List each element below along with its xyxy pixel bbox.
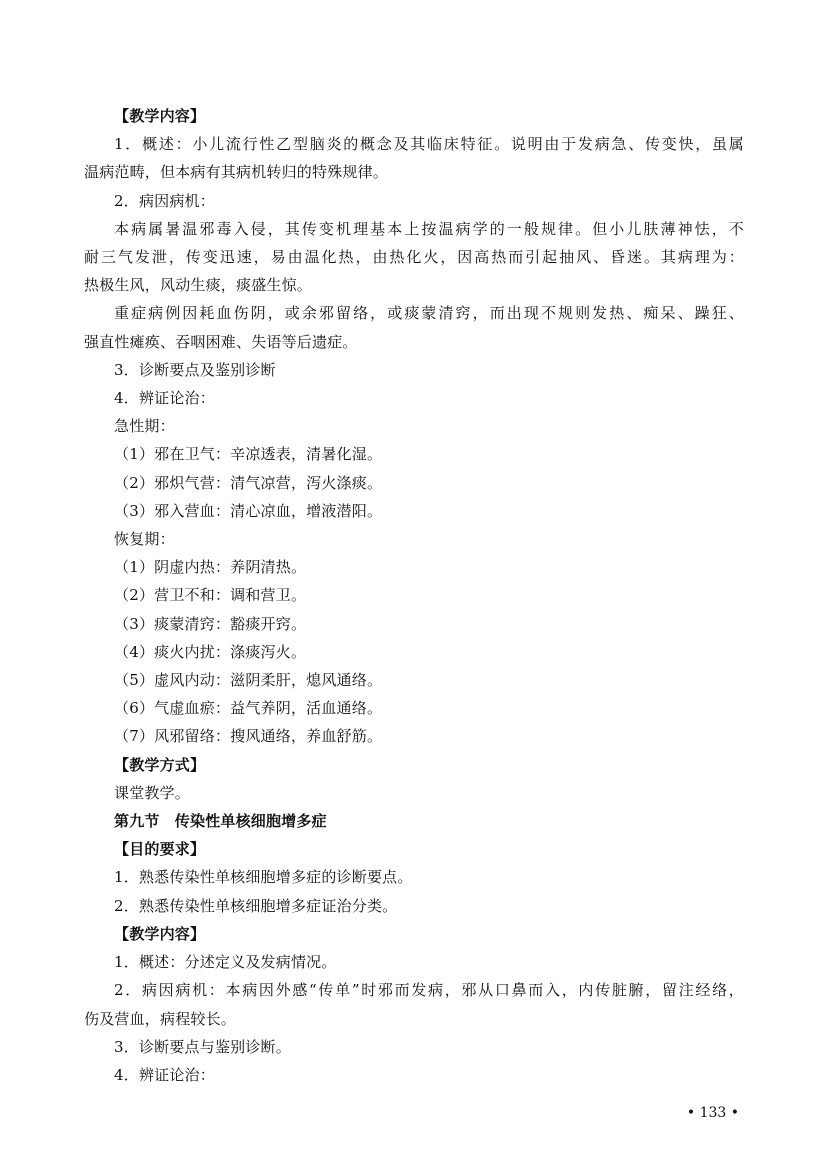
paragraph-line: 1．概述：小儿流行性乙型脑炎的概念及其临床特征。说明由于发病急、传变快，虽属 — [114, 135, 744, 154]
section-heading-objectives: 【目的要求】 — [114, 840, 206, 859]
list-item: （5）虚风内动：滋阴柔肝，熄风通络。 — [114, 671, 383, 690]
list-item: （2）邪炽气营：清气凉营，泻火涤痰。 — [114, 473, 383, 492]
list-item: 2．熟悉传染性单核细胞增多症证治分类。 — [114, 896, 398, 915]
paragraph-line: 课堂教学。 — [114, 783, 191, 802]
list-item: 3．诊断要点与鉴别诊断。 — [114, 1037, 291, 1056]
paragraph-line: 重症病例因耗血伤阴，或余邪留络，或痰蒙清窍，而出现不规则发热、痴呆、躁狂、 — [114, 304, 744, 323]
list-item: （1）邪在卫气：辛凉透表，清暑化湿。 — [114, 445, 383, 464]
list-item: （2）营卫不和：调和营卫。 — [114, 586, 307, 605]
list-item: （3）痰蒙清窍：豁痰开窍。 — [114, 614, 307, 633]
list-item: （4）痰火内扰：涤痰泻火。 — [114, 642, 307, 661]
list-item: 2．病因病机： — [114, 191, 215, 210]
list-item: 4．辨证论治： — [114, 389, 215, 408]
list-item: （3）邪入营血：清心凉血，增液潜阳。 — [114, 501, 383, 520]
paragraph-line: 强直性瘫痪、吞咽困难、失语等后遗症。 — [84, 332, 358, 351]
paragraph-line: 伤及营血，病程较长。 — [84, 1009, 237, 1028]
list-item: 4．辨证论治： — [114, 1065, 215, 1084]
section-heading-teaching-content: 【教学内容】 — [114, 924, 206, 943]
list-item: （7）风邪留络：搜风通络，养血舒筋。 — [114, 727, 383, 746]
section-heading-teaching-method: 【教学方式】 — [114, 755, 206, 774]
paragraph-line: 2．病因病机：本病因外感“传单”时邪而发病，邪从口鼻而入，内传脏腑，留注经络， — [114, 981, 744, 1000]
subheading-acute-phase: 急性期： — [114, 417, 175, 436]
paragraph-line: 耐三气发泄，传变迅速，易由温化热，由热化火，因高热而引起抽风、昏迷。其病理为： — [84, 248, 744, 267]
page-number: • 133 • — [686, 1105, 739, 1121]
paragraph-line: 温病范畴，但本病有其病机转归的特殊规律。 — [84, 163, 389, 182]
paragraph-line: 热极生风，风动生痰，痰盛生惊。 — [84, 276, 313, 295]
list-item: 1．概述：分述定义及发病情况。 — [114, 953, 337, 972]
section-title: 第九节 传染性单核细胞增多症 — [114, 812, 327, 831]
paragraph-line: 本病属暑温邪毒入侵，其传变机理基本上按温病学的一般规律。但小儿肤薄神怯，不 — [114, 219, 744, 238]
list-item: （6）气虚血瘀：益气养阴，活血通络。 — [114, 699, 383, 718]
section-heading-teaching-content: 【教学内容】 — [114, 107, 206, 125]
list-item: 1．熟悉传染性单核细胞增多症的诊断要点。 — [114, 868, 413, 887]
subheading-recovery-phase: 恢复期： — [114, 530, 175, 549]
list-item: 3．诊断要点及鉴别诊断 — [114, 360, 276, 379]
list-item: （1）阴虚内热：养阴清热。 — [114, 558, 307, 577]
document-page — [84, 102, 744, 1089]
